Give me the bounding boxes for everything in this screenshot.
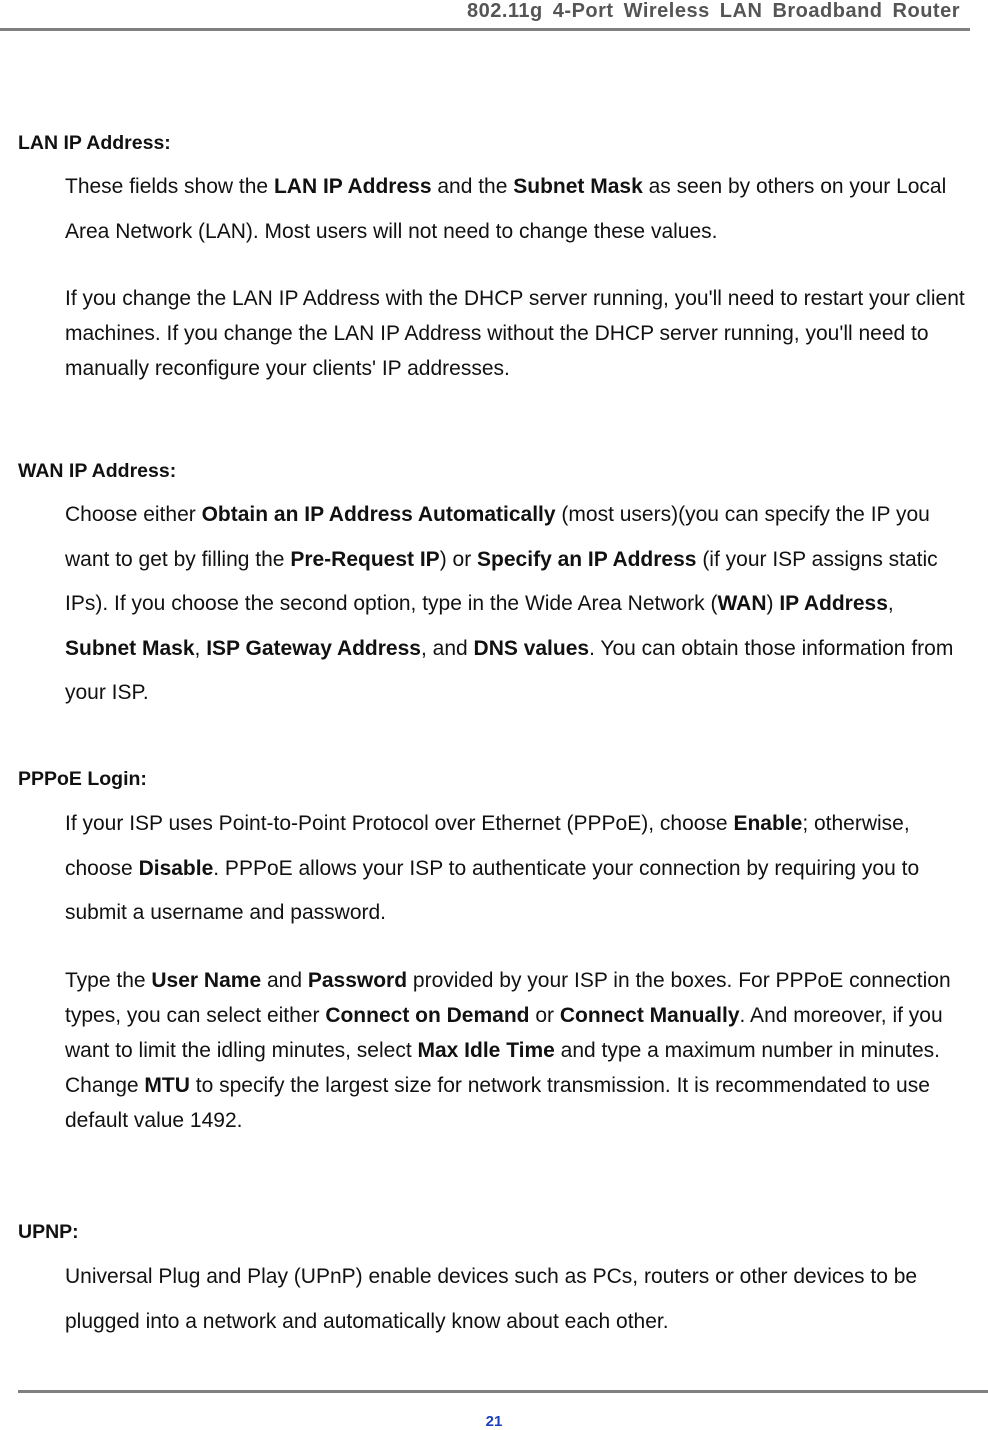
- text-run: provided by your ISP in the boxes. For PPPoE connection types, you can select either: [65, 969, 951, 1027]
- section-heading-wan-ip: WAN IP Address:: [18, 460, 177, 482]
- text-run: ; otherwise, choose: [65, 812, 910, 880]
- bold-term: Subnet Mask: [513, 175, 643, 198]
- bold-term: Connect on Demand: [325, 1004, 530, 1027]
- pppoe-paragraph-2: [65, 963, 970, 1138]
- bold-term: Obtain an IP Address Automatically: [201, 503, 556, 526]
- text-run: ): [766, 592, 780, 615]
- text-run: Choose either: [65, 503, 202, 526]
- text-run: If you change the LAN IP Address with the DHCP server running, you'll need to restart your client machines. If you change the LAN IP Address without the DHCP server running, you'll need to manually reconfigure your clients' IP addresses.: [65, 287, 965, 380]
- bold-term: ISP Gateway Address: [206, 636, 421, 660]
- text-run: . PPPoE allows your ISP to authenticate your connection by requiring you to submit a username and password.: [65, 856, 920, 924]
- bold-term: MTU: [144, 1074, 190, 1097]
- bold-term: Specify an IP Address: [477, 547, 697, 571]
- text-run: to specify the largest size for network transmission. It is recommendated to use default value 1492.: [65, 1074, 930, 1132]
- upnp-paragraph: [65, 1255, 970, 1344]
- text-run: (if your ISP assigns static IPs). If you choose the second option, type in the Wide Area Network (: [65, 547, 938, 615]
- text-run: and: [261, 969, 308, 992]
- bold-term: DNS values: [473, 636, 590, 660]
- lan-ip-paragraph-2: [65, 281, 970, 386]
- bold-term: Max Idle Time: [417, 1039, 555, 1062]
- text-run: Type the: [65, 969, 152, 992]
- text-run: ,: [887, 592, 894, 615]
- text-run: . You can obtain those information from your ISP.: [65, 636, 954, 704]
- text-run: or: [529, 1004, 560, 1027]
- text-run: and type a maximum number in minutes. Change: [65, 1039, 941, 1097]
- header-title: 802.11g 4-Port Wireless LAN Broadband Router: [466, 0, 960, 22]
- page-number: 21: [485, 1413, 503, 1430]
- text-run: , and: [420, 636, 474, 660]
- wan-ip-paragraph: [65, 493, 970, 716]
- text-run: ) or: [439, 547, 478, 571]
- text-run: . And moreover, if you want to limit the idling minutes, select: [65, 1004, 943, 1062]
- text-run: and the: [431, 175, 514, 198]
- bold-term: Enable: [733, 812, 803, 835]
- bold-term: IP Address: [779, 592, 888, 615]
- section-heading-lan-ip: LAN IP Address:: [18, 132, 171, 154]
- text-run: If your ISP uses Point-to-Point Protocol over Ethernet (PPPoE), choose: [65, 812, 734, 835]
- text-run: Universal Plug and Play (UPnP) enable devices such as PCs, routers or other devices to be plugged into a network and automatically know about each other.: [65, 1265, 918, 1333]
- bold-term: Password: [307, 969, 408, 992]
- header-divider: [0, 28, 970, 31]
- text-run: These fields show the: [65, 175, 274, 198]
- text-run: (most users)(you can specify the IP you want to get by filling the: [65, 503, 930, 571]
- bold-term: Subnet Mask: [65, 636, 195, 660]
- bold-term: User Name: [151, 969, 262, 992]
- bold-term: Pre-Request IP: [290, 547, 440, 571]
- bold-term: WAN: [717, 592, 767, 615]
- bold-term: Disable: [138, 856, 214, 880]
- text-run: as seen by others on your Local Area Network (LAN). Most users will not need to change these values.: [65, 175, 947, 243]
- section-heading-upnp: UPNP:: [18, 1221, 79, 1243]
- bold-term: Connect Manually: [559, 1004, 740, 1027]
- text-run: ,: [194, 636, 207, 660]
- bold-term: LAN IP Address: [273, 175, 432, 198]
- section-heading-pppoe: PPPoE Login:: [18, 768, 147, 790]
- pppoe-paragraph-1: [65, 802, 970, 936]
- footer-divider: [18, 1390, 988, 1393]
- lan-ip-paragraph-1: [65, 165, 970, 254]
